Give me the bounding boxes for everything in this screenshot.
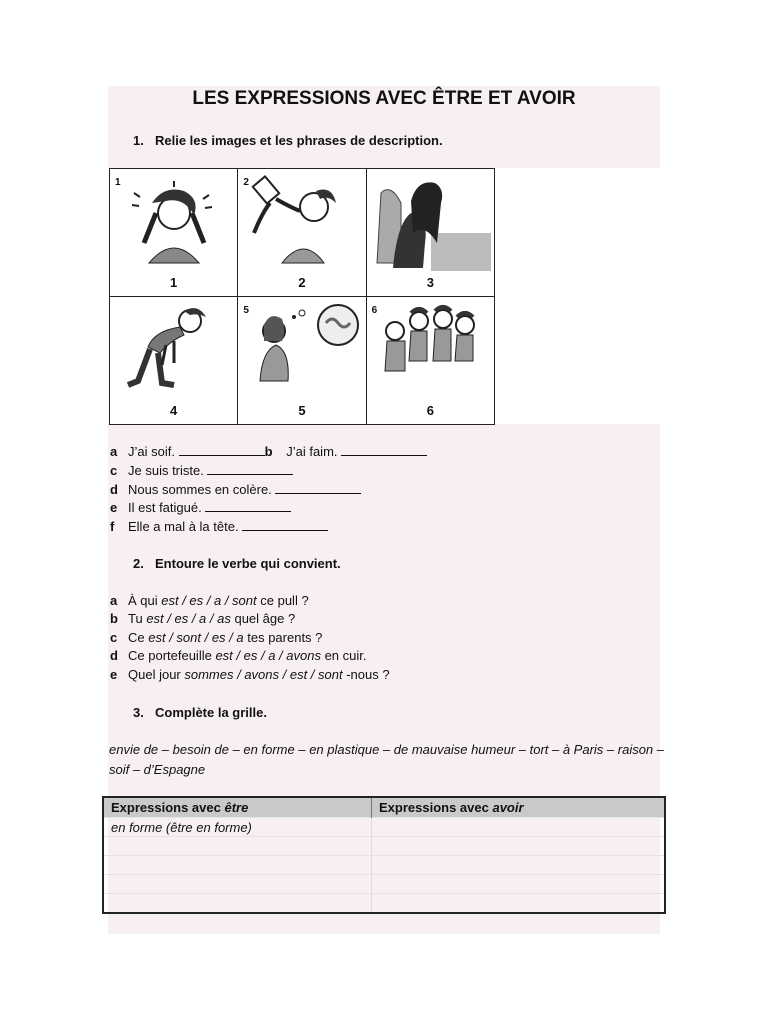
picture-number: 4 xyxy=(170,403,178,418)
table-cell[interactable] xyxy=(372,818,666,837)
tired-man-icon xyxy=(114,301,234,399)
verb-options[interactable]: est / sont / es / a xyxy=(148,630,244,645)
item-text: tes parents ? xyxy=(243,630,323,645)
answer-blank[interactable] xyxy=(275,482,361,494)
item-letter: a xyxy=(110,593,118,608)
sentence-a-b xyxy=(110,444,427,459)
picture-number: 6 xyxy=(426,403,434,418)
question-text: Entoure le verbe qui convient. xyxy=(155,556,341,571)
question-number: 2. xyxy=(133,556,144,571)
sentence-f xyxy=(110,519,328,534)
question-number: 3. xyxy=(133,705,144,720)
item-text: Quel jour xyxy=(128,667,185,682)
table-row xyxy=(103,837,665,856)
item-text: quel âge ? xyxy=(230,611,296,626)
table-header-row xyxy=(103,797,665,818)
verb-options[interactable]: sommes / avons / est / sont xyxy=(184,667,343,682)
answer-blank[interactable] xyxy=(242,519,328,531)
sentence-text: Elle a mal à la tête. xyxy=(128,519,239,534)
drinking-person-icon xyxy=(242,173,362,271)
picture-number: 3 xyxy=(426,275,434,290)
headache-person-icon xyxy=(114,173,234,271)
picture-tag: 2 xyxy=(243,177,249,188)
question-2 xyxy=(133,556,341,571)
item-letter: c xyxy=(110,630,118,645)
table-cell[interactable] xyxy=(103,856,372,875)
question-1 xyxy=(133,133,443,148)
table-cell[interactable] xyxy=(372,856,666,875)
table-row xyxy=(103,818,665,837)
sentence-d xyxy=(110,482,361,497)
item-text: -nous ? xyxy=(342,667,390,682)
verb-item-d xyxy=(110,648,366,663)
item-text: en cuir. xyxy=(320,648,367,663)
column-header-avoir: Expressions avec avoir xyxy=(372,797,666,818)
item-text: Ce xyxy=(128,630,149,645)
sentence-e xyxy=(110,500,291,515)
answer-blank[interactable] xyxy=(179,444,265,456)
answer-blank[interactable] xyxy=(205,500,291,512)
answer-blank[interactable] xyxy=(207,463,293,475)
question-number: 1. xyxy=(133,133,144,148)
sad-woman-icon xyxy=(371,173,491,271)
picture-number: 1 xyxy=(170,275,178,290)
question-text: Relie les images et les phrases de description. xyxy=(155,133,443,148)
sentence-text: Nous sommes en colère. xyxy=(128,482,272,497)
table-cell[interactable] xyxy=(372,837,666,856)
item-text: À qui xyxy=(128,593,162,608)
picture-cell-4[interactable] xyxy=(110,297,238,425)
table-cell[interactable] xyxy=(103,894,372,914)
picture-tag: 5 xyxy=(243,305,249,316)
table-row xyxy=(103,856,665,875)
table-cell[interactable] xyxy=(103,837,372,856)
item-text: Ce portefeuille xyxy=(128,648,216,663)
sentence-text: Je suis triste. xyxy=(128,463,204,478)
item-letter: b xyxy=(110,611,118,626)
table-cell[interactable] xyxy=(103,875,372,894)
picture-cell-2[interactable] xyxy=(238,169,366,297)
verb-item-c xyxy=(110,630,322,645)
sentence-text: J’ai soif. xyxy=(128,444,175,459)
background-panel-right xyxy=(495,168,660,424)
verb-options[interactable]: est / es / a / sont xyxy=(161,593,257,608)
verb-item-e xyxy=(110,667,390,682)
item-letter: b xyxy=(264,444,273,459)
item-letter: d xyxy=(110,648,118,663)
item-text: Tu xyxy=(128,611,147,626)
expressions-table xyxy=(102,796,666,914)
page-title: LES EXPRESSIONS AVEC ÊTRE ET AVOIR xyxy=(192,88,576,109)
picture-cell-5[interactable] xyxy=(238,297,366,425)
picture-number: 5 xyxy=(298,403,306,418)
angry-group-icon xyxy=(371,301,491,399)
verb-options[interactable]: est / es / a / as xyxy=(146,611,231,626)
sentence-c xyxy=(110,463,293,478)
question-3 xyxy=(133,705,267,720)
picture-tag: 1 xyxy=(115,177,121,188)
verb-options[interactable]: est / es / a / avons xyxy=(215,648,321,663)
picture-cell-3[interactable] xyxy=(366,169,494,297)
item-letter: c xyxy=(110,463,118,478)
item-letter: d xyxy=(110,482,118,497)
picture-tag: 6 xyxy=(371,305,378,316)
item-letter: e xyxy=(110,500,118,515)
table-cell[interactable]: en forme (être en forme) xyxy=(103,818,372,837)
picture-cell-6[interactable] xyxy=(366,297,494,425)
picture-number: 2 xyxy=(298,275,306,290)
sentence-text: Il est fatigué. xyxy=(128,500,202,515)
table-row xyxy=(103,894,665,914)
answer-blank[interactable] xyxy=(341,444,427,456)
item-letter: a xyxy=(110,444,118,459)
item-letter: f xyxy=(110,519,115,534)
table-row xyxy=(103,875,665,894)
picture-grid xyxy=(109,168,495,425)
hungry-person-icon xyxy=(242,301,362,399)
item-text: ce pull ? xyxy=(256,593,309,608)
table-cell[interactable] xyxy=(372,875,666,894)
sentence-text: J’ai faim. xyxy=(286,444,338,459)
word-bank: envie de – besoin de – en forme – en plastique – de mauvaise humeur – tort – à Paris – raison – soif – d’Espagne xyxy=(109,742,665,777)
picture-cell-1[interactable] xyxy=(110,169,238,297)
table-cell[interactable] xyxy=(372,894,666,914)
item-letter: e xyxy=(110,667,118,682)
question-text: Complète la grille. xyxy=(155,705,267,720)
column-header-etre: Expressions avec être xyxy=(103,797,372,818)
verb-item-b xyxy=(110,611,295,626)
verb-item-a xyxy=(110,593,309,608)
